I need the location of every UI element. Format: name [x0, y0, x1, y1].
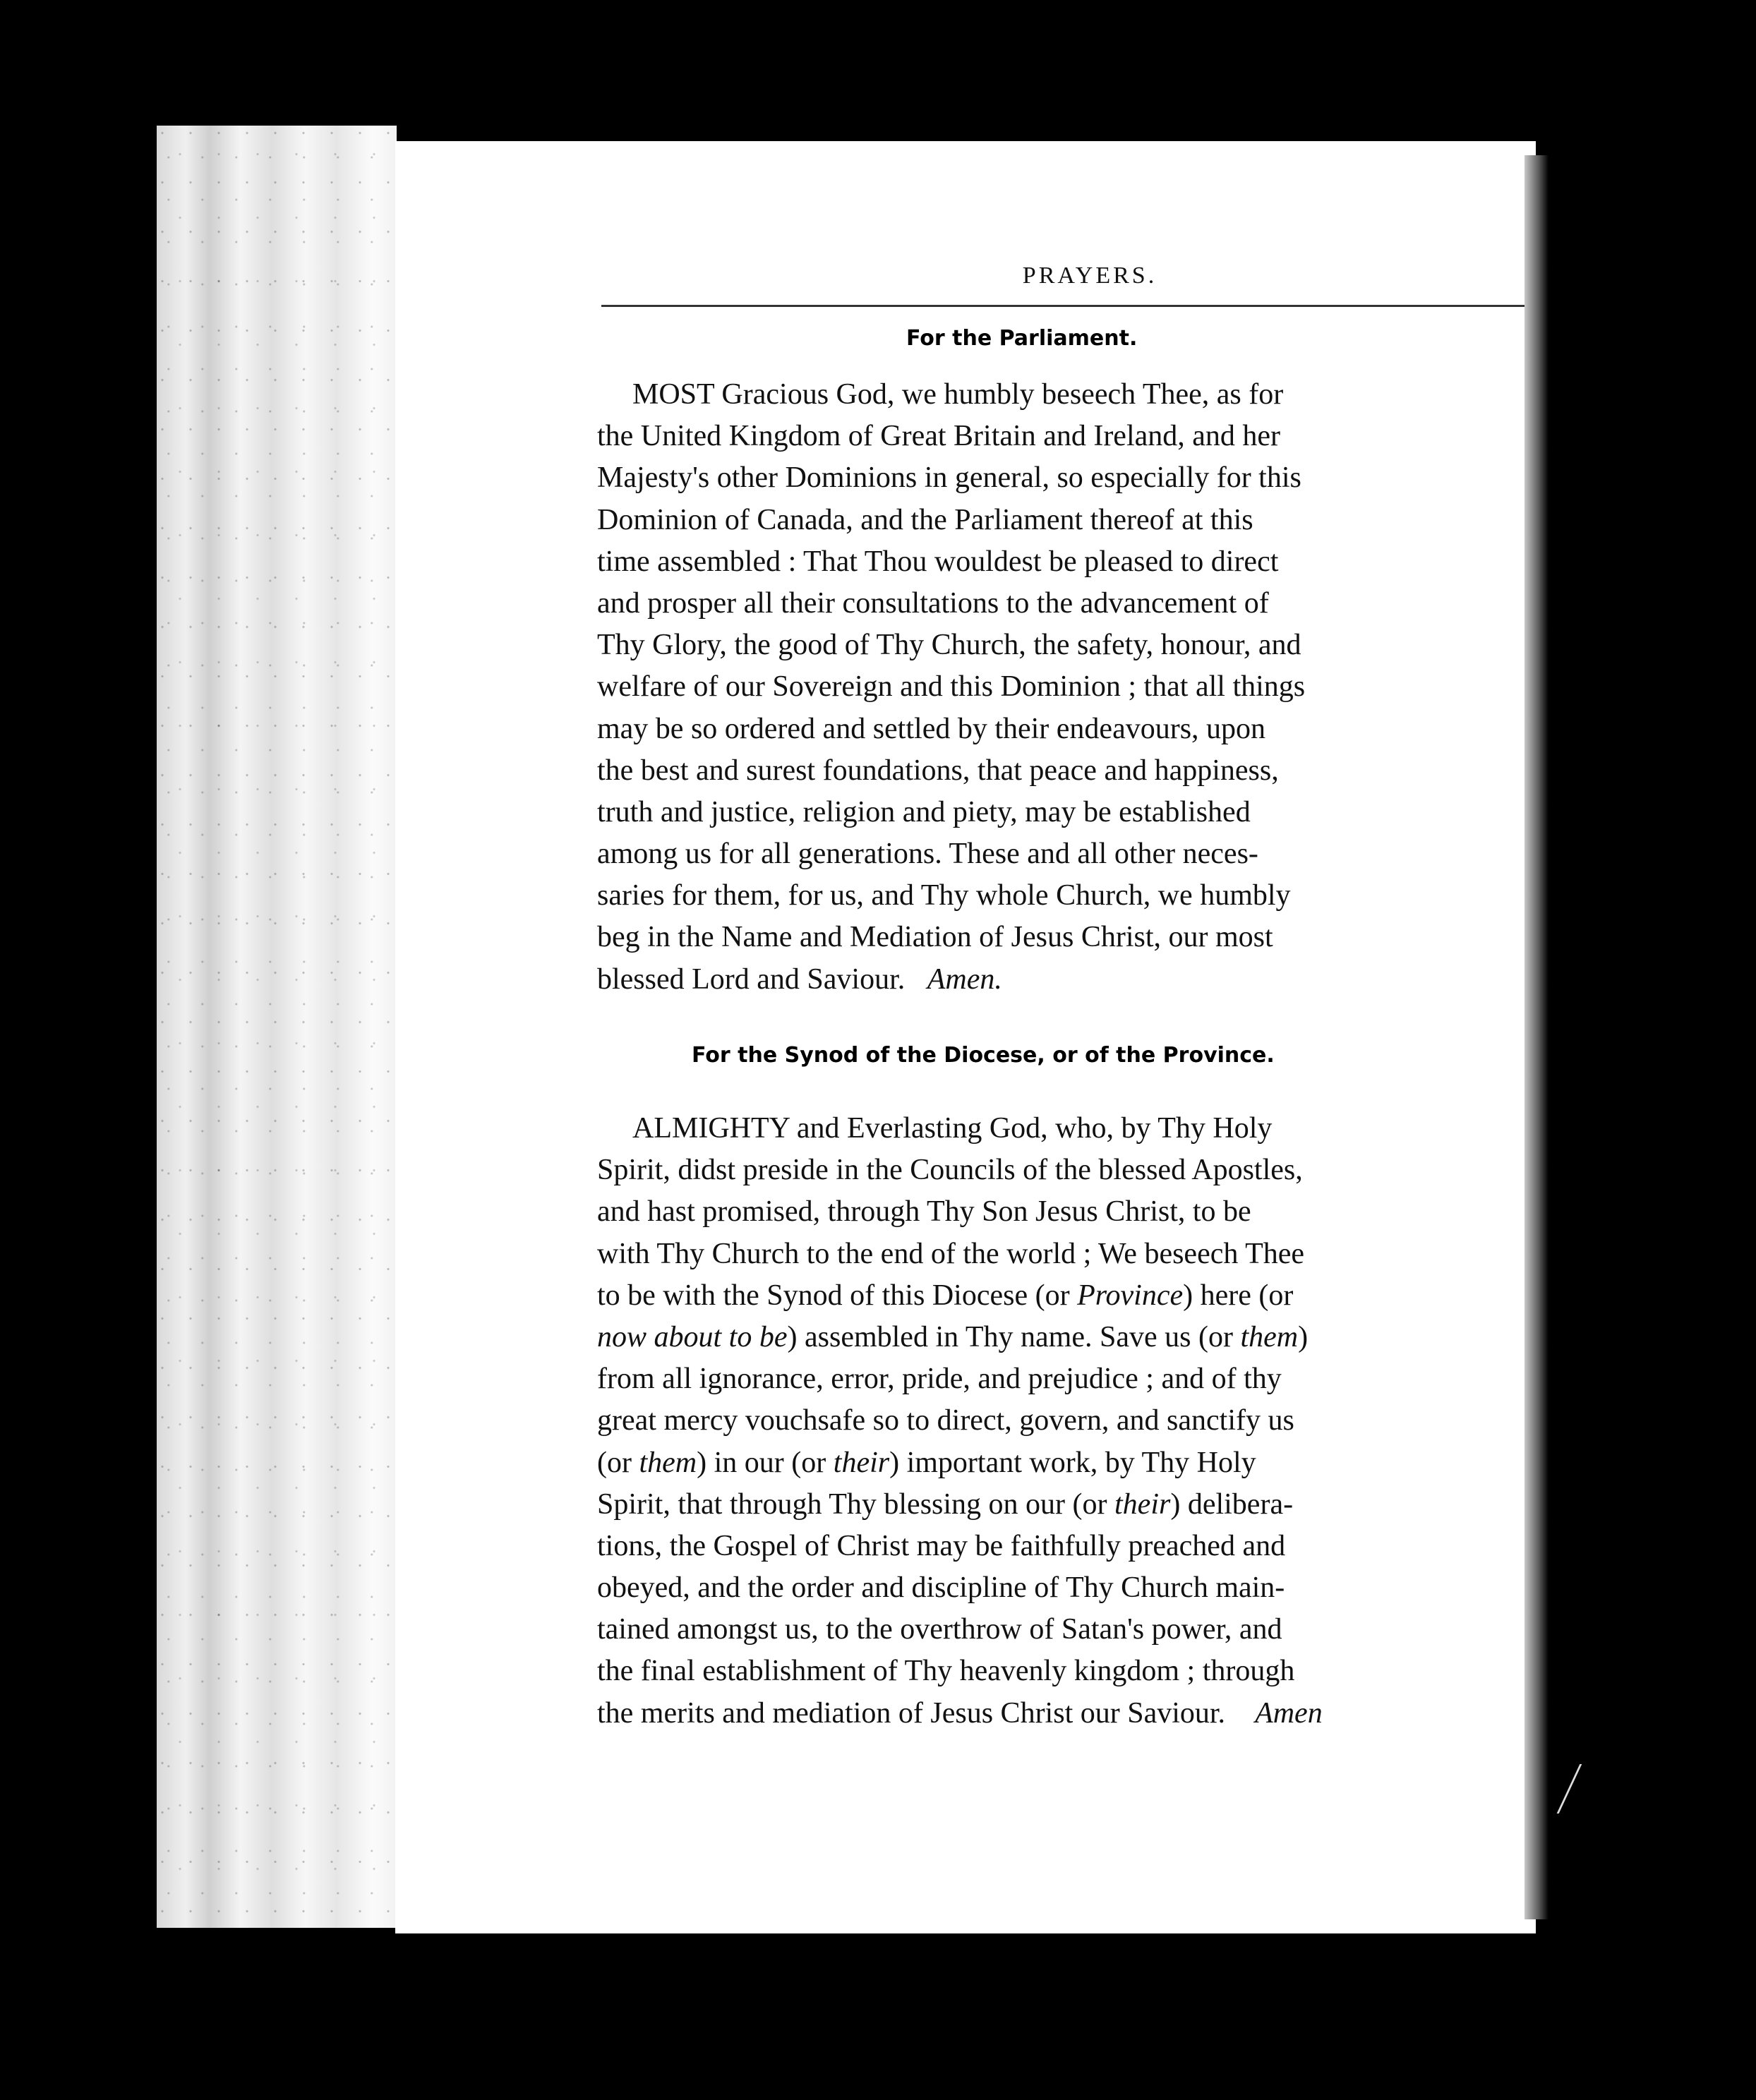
text-line: the best and surest foundations, that peace and happiness, — [597, 754, 1279, 787]
paren: ) — [697, 1446, 707, 1479]
text-line: welfare of our Sovereign and this Dominion ; that all things — [597, 670, 1306, 704]
text-line — [597, 1442, 1526, 1484]
text-line — [597, 1275, 1526, 1317]
amen: Amen. — [927, 962, 1002, 996]
prayer-synod — [597, 1108, 1526, 1734]
text-line — [597, 1693, 1526, 1734]
text-line: great mercy vouchsafe so to direct, govern, and sanctify us — [597, 1404, 1294, 1437]
text-delib: ) delibera- — [1170, 1488, 1294, 1521]
text-line-body: to be with the Synod of this Diocese (or — [597, 1279, 1070, 1312]
book-page-edges — [157, 126, 397, 1928]
text-important: ) important work, by Thy Holy — [889, 1446, 1256, 1479]
section-heading-parliament: For the Parliament. — [906, 326, 1138, 351]
text-here: ) here (or — [1183, 1279, 1294, 1312]
prayer-parliament — [597, 374, 1526, 1001]
paren: ) — [1298, 1320, 1309, 1353]
text-line: and hast promised, through Thy Son Jesus Christ, to be — [597, 1195, 1251, 1229]
text-line: Thy Glory, the good of Thy Church, the safety, honour, and — [597, 629, 1301, 662]
text-line: time assembled : That Thou wouldest be pleased to direct — [597, 545, 1279, 578]
text-line: the final establishment of Thy heavenly kingdom ; through — [597, 1655, 1295, 1688]
italic-them: them — [1240, 1320, 1299, 1353]
text-line: Dominion of Canada, and the Parliament thereof at this — [597, 503, 1253, 536]
italic-their: their — [833, 1446, 890, 1479]
amen: Amen — [1255, 1696, 1323, 1730]
text-line-body: Spirit, that through Thy blessing on our (or — [597, 1488, 1107, 1521]
paren: ) — [787, 1320, 798, 1353]
text-line-body: assembled in Thy name. Save us (or — [805, 1320, 1233, 1353]
text-line: ALMIGHTY and Everlasting God, who, by Thy Holy — [632, 1112, 1273, 1145]
text-line-body: in our (or — [714, 1446, 826, 1479]
running-header: PRAYERS. — [1022, 262, 1157, 289]
text-line: truth and justice, religion and piety, may be established — [597, 795, 1251, 828]
text-line — [597, 959, 1526, 1001]
section-heading-synod: For the Synod of the Diocese, or of the Province. — [692, 1043, 1275, 1068]
paren-or: (or — [597, 1446, 632, 1479]
italic-now-about: now about to be — [597, 1320, 788, 1353]
header-rule — [601, 305, 1525, 307]
text-line-body: blessed Lord and Saviour. — [597, 962, 906, 996]
text-line: from all ignorance, error, pride, and prejudice ; and of thy — [597, 1363, 1282, 1396]
text-line: saries for them, for us, and Thy whole Church, we humbly — [597, 879, 1291, 912]
text-line: tained amongst us, to the overthrow of Satan's power, and — [597, 1613, 1282, 1646]
italic-them: them — [639, 1446, 697, 1479]
text-line: beg in the Name and Mediation of Jesus Christ, our most — [597, 921, 1273, 954]
scan-artifact — [1557, 1764, 1596, 1814]
text-line-body: the merits and mediation of Jesus Christ our Saviour. — [597, 1696, 1226, 1730]
italic-their: their — [1114, 1488, 1171, 1521]
text-line: MOST Gracious God, we humbly beseech Thee, as for — [632, 378, 1284, 411]
page-gutter-shadow — [1525, 155, 1548, 1919]
text-line: among us for all generations. These and all other neces- — [597, 838, 1258, 871]
text-line: obeyed, and the order and discipline of Thy Church main- — [597, 1571, 1285, 1605]
text-line: with Thy Church to the end of the world ; We beseech Thee — [597, 1237, 1305, 1270]
text-line: Spirit, didst preside in the Councils of the blessed Apostles, — [597, 1154, 1303, 1187]
text-line — [597, 1484, 1526, 1526]
text-line: tions, the Gospel of Christ may be faithfully preached and — [597, 1529, 1286, 1562]
text-line: Majesty's other Dominions in general, so especially for this — [597, 461, 1301, 495]
text-line: may be so ordered and settled by their endeavours, upon — [597, 712, 1266, 745]
text-line — [597, 1317, 1526, 1358]
italic-province: Province — [1077, 1279, 1184, 1312]
text-line: the United Kingdom of Great Britain and Ireland, and her — [597, 420, 1281, 453]
text-line: and prosper all their consultations to the advancement of — [597, 586, 1269, 620]
